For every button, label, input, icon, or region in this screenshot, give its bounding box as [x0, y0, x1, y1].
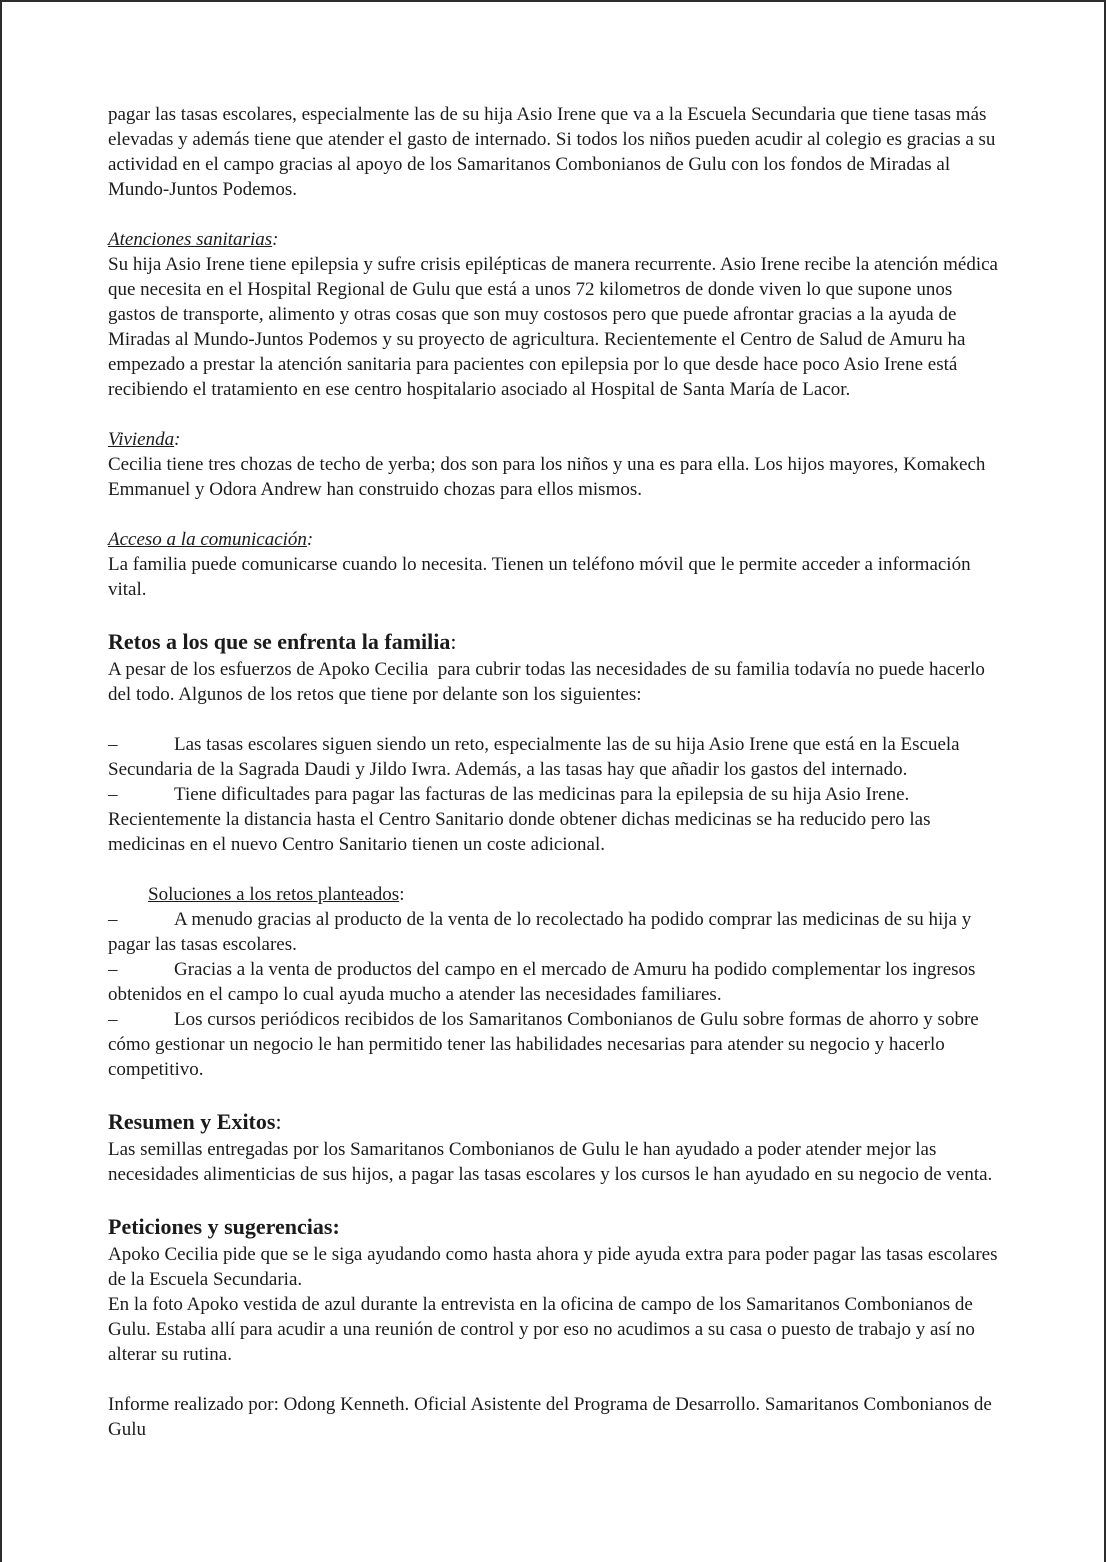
- retos-paragraph: A pesar de los esfuerzos de Apoko Cecilia para cubrir todas las necesidades de su familia todavía no puede hacerlo del todo. Algunos de los retos que tiene por delante son los siguientes:: [108, 659, 990, 705]
- soluciones-bullet-3: [108, 1007, 1002, 1082]
- soluciones-bullet-2: [108, 957, 1002, 1007]
- heading-text: Resumen y Exitos: [108, 1109, 276, 1134]
- bullet-text: Gracias a la venta de productos del campo en el mercado de Amuru ha podido complementar los ingresos obtenidos en el campo lo cual ayuda mucho a atender las necesidades familiares.: [108, 959, 981, 1005]
- bullet-dash: –: [108, 734, 118, 755]
- blank-line: [108, 707, 1002, 732]
- heading-text: Acceso a la comunicación: [108, 529, 307, 550]
- vivienda-paragraph: Cecilia tiene tres chozas de techo de yerba; dos son para los niños y una es para ella. Los hijos mayores, Komakech Emmanuel y Odora Andrew han construido chozas para ellos mismos.: [108, 454, 991, 500]
- blank-line: [108, 857, 1002, 882]
- blank-line: [108, 202, 1002, 227]
- acceso-paragraph: La familia puede comunicarse cuando lo necesita. Tienen un teléfono móvil que le permite acceder a información vital.: [108, 554, 976, 600]
- section-heading-vivienda: [108, 427, 1002, 452]
- blank-line: [108, 1187, 1002, 1212]
- blank-line: [108, 502, 1002, 527]
- bullet-text: Los cursos periódicos recibidos de los Samaritanos Combonianos de Gulu sobre formas de ahorro y sobre cómo gestionar un negocio le han permitido tener las habilidades necesarias para atender su negocio y hacerlo competitivo.: [108, 1009, 984, 1080]
- atenciones-paragraph: Su hija Asio Irene tiene epilepsia y sufre crisis epilépticas de manera recurrente. Asio Irene recibe la atención médica que necesita en el Hospital Regional de Gulu que está a unos 72 kilometros de donde viven lo que supone unos gastos de transporte, alimento y otras cosas que son muy costosos pero que puede afrontar gracias a la ayuda de Miradas al Mundo-Juntos Podemos y su proyecto de agricultura. Recientemente el Centro de Salud de Amuru ha empezado a prestar la atención sanitaria para pacientes con epilepsia por lo que desde hace poco Asio Irene está recibiendo el tratamiento en ese centro hospitalario asociado al Hospital de Santa María de Lacor.: [108, 254, 1003, 400]
- peticiones-paragraph-1: Apoko Cecilia pide que se le siga ayudando como hasta ahora y pide ayuda extra para poder pagar las tasas escolares de la Escuela Secundaria.: [108, 1244, 1003, 1290]
- soluciones-bullet-1: [108, 907, 1002, 957]
- peticiones-paragraph-2: En la foto Apoko vestida de azul durante la entrevista en la oficina de campo de los Samaritanos Combonianos de Gulu. Estaba allí para acudir a una reunión de control y por eso no acudimos a su casa o puesto de trabajo y así no alterar su rutina.: [108, 1294, 980, 1365]
- blank-line: [108, 1082, 1002, 1107]
- blank-line: [108, 602, 1002, 627]
- heading-colon: :: [275, 1109, 282, 1134]
- heading-colon: :: [306, 529, 314, 550]
- heading-colon: :: [272, 229, 279, 250]
- heading-text: Atenciones sanitarias: [108, 229, 273, 250]
- blank-line: [108, 402, 1002, 427]
- heading-text: Retos a los que se enfrenta la familia: [108, 629, 451, 654]
- section-heading-atenciones: [108, 227, 1002, 252]
- blank-line: [108, 1367, 1002, 1392]
- intro-paragraph: pagar las tasas escolares, especialmente las de su hija Asio Irene que va a la Escuela Secundaria que tiene tasas más elevadas y además tiene que atender el gasto de internado. Si todos los niños pueden acudir al colegio es gracias a su actividad en el campo gracias al apoyo de los Samaritanos Combonianos de Gulu con los fondos de Miradas al Mundo-Juntos Podemos.: [108, 104, 1001, 200]
- report-author-paragraph: Informe realizado por: Odong Kenneth. Oficial Asistente del Programa de Desarrollo. Samaritanos Combonianos de Gulu: [108, 1394, 997, 1440]
- bullet-text: Tiene dificultades para pagar las facturas de las medicinas para la epilepsia de su hija Asio Irene. Recientemente la distancia hasta el Centro Sanitario donde obtener dichas medicinas se ha reducido pero las medicinas en el nuevo Centro Sanitario tienen un coste adicional.: [108, 784, 936, 855]
- retos-bullet-2: [108, 782, 1002, 857]
- bullet-dash: –: [108, 909, 118, 930]
- heading-text: Vivienda: [108, 429, 175, 450]
- retos-bullet-1: [108, 732, 1002, 782]
- section-heading-resumen: [108, 1107, 1002, 1137]
- bullet-text: Las tasas escolares siguen siendo un reto, especialmente las de su hija Asio Irene que está en la Escuela Secundaria de la Sagrada Daudi y Jildo Iwra. Además, a las tasas hay que añadir los gastos del internado.: [108, 734, 965, 780]
- page-content: [2, 2, 1106, 1442]
- resumen-paragraph: Las semillas entregadas por los Samaritanos Combonianos de Gulu le han ayudado a poder atender mejor las necesidades alimenticias de sus hijos, a pagar las tasas escolares y los cursos le han ayudado en su negocio de venta.: [108, 1139, 993, 1185]
- section-heading-soluciones: [148, 882, 1002, 907]
- heading-colon: :: [450, 629, 457, 654]
- section-heading-acceso: [108, 527, 1002, 552]
- section-heading-retos: [108, 627, 1002, 657]
- bullet-dash: –: [108, 959, 118, 980]
- section-heading-peticiones: Peticiones y sugerencias:: [108, 1214, 340, 1239]
- bullet-text: A menudo gracias al producto de la venta de lo recolectado ha podido comprar las medicinas de su hija y pagar las tasas escolares.: [108, 909, 976, 955]
- bullet-dash: –: [108, 1009, 118, 1030]
- heading-colon: :: [399, 884, 405, 905]
- heading-colon: :: [174, 429, 181, 450]
- heading-text: Soluciones a los retos planteados: [148, 884, 400, 905]
- bullet-dash: –: [108, 784, 118, 805]
